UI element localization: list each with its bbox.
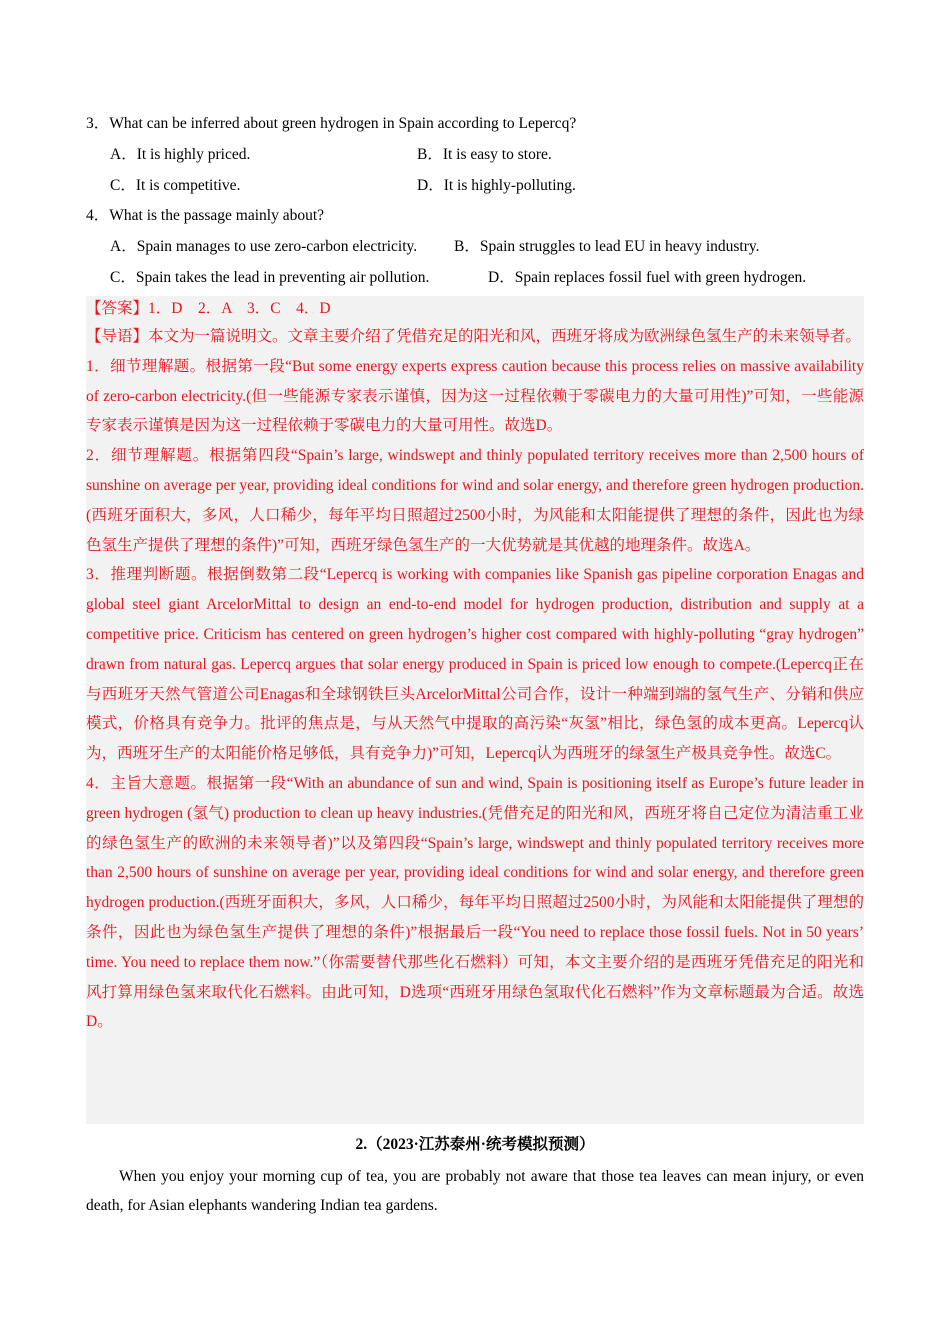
passage-paragraph: When you enjoy your morning cup of tea, you are probably not aware that those tea leaves can mean injury, or even death, for Asian elephants wandering Indian tea gardens.: [86, 1168, 864, 1214]
answer-explanation-box: [86, 296, 864, 1124]
section-title: 2.（2023·江苏泰州·统考模拟预测）: [355, 1136, 595, 1153]
explanation-4: 4．主旨大意题。根据第一段“With an abundance of sun and wind, Spain is positioning itself as Europe’s future leader in green hydrogen (氢气) production to clean up heavy industries.(凭借充足的阳光和风，西班牙将自己定位为清洁重工业的绿色氢生产的欧洲的未来领导者)”以及第四段“Spain’s large, windswept and thinly populated territory receives more than 2,500 hours of sunshine on average per year, providing ideal conditions for wind and solar energy, and therefore green hydrogen production.(西班牙面积大，多风，人口稀少，每年平均日照超过2500小时，为风能和太阳能提供了理想的条件，因此也为绿色氢生产提供了理想的条件)”根据最后一段“You need to replace those fossil fuels. Not in 50 years’ time. You need to replace them now.”（你需要替代那些化石燃料）可知，本文主要介绍的是西班牙凭借充足的阳光和风打算用绿色氢来取代化石燃料。由此可知，D选项“西班牙用绿色氢取代化石燃料”作为文章标题最为合适。故选D。: [86, 774, 864, 1031]
question-3-option-a: A．It is highly priced.: [110, 146, 251, 163]
question-3-option-c: C．It is competitive.: [110, 177, 241, 194]
question-4-option-d: D．Spain replaces fossil fuel with green hydrogen.: [488, 269, 807, 286]
question-3-option-b: B．It is easy to store.: [417, 146, 552, 163]
question-4-option-b: B．Spain struggles to lead EU in heavy industry.: [454, 238, 760, 255]
answer-key: 【答案】1．D 2．A 3．C 4．D: [86, 300, 331, 317]
question-3-option-d: D．It is highly-polluting.: [417, 177, 576, 194]
explanation-2: 2．细节理解题。根据第四段“Spain’s large, windswept and thinly populated territory receives more than 2,500 hours of sunshine on average per year, providing ideal conditions for wind and solar energy, and therefore green hydrogen production.(西班牙面积大，多风，人口稀少，每年平均日照超过2500小时，为风能和太阳能提供了理想的条件，因此也为绿色氢生产提供了理想的条件)”可知，西班牙绿色氢生产的一大优势就是其优越的地理条件。故选A。: [86, 447, 864, 554]
answer-intro: 【导语】本文为一篇说明文。文章主要介绍了凭借充足的阳光和风，西班牙将成为欧洲绿色氢生产的未来领导者。: [86, 328, 862, 345]
question-4-stem: 4．What is the passage mainly about?: [86, 207, 325, 224]
explanation-1: 1．细节理解题。根据第一段“But some energy experts express caution because this process relies on massive availability of zero-carbon electricity.(但一些能源专家表示谨慎，因为这一过程依赖于零碳电力的大量可用性)”可知，一些能源专家表示谨慎是因为这一过程依赖于零碳电力的大量可用性。故选D。: [86, 357, 864, 435]
question-4-option-a: A．Spain manages to use zero-carbon electricity.: [110, 238, 418, 255]
explanation-3: 3．推理判断题。根据倒数第二段“Lepercq is working with companies like Spanish gas pipeline corporation Enagas and global steel giant ArcelorMittal to design an end-to-end model for hydrogen production, distribution and supply at a competitive price. Criticism has centered on green hydrogen’s higher cost compared with highly-polluting “gray hydrogen” drawn from natural gas. Lepercq argues that solar energy produced in Spain is priced low enough to compete.(Lepercq正在与西班牙天然气管道公司Enagas和全球钢铁巨头ArcelorMittal公司合作，设计一种端到端的氢气生产、分销和供应模式，价格具有竞争力。批评的焦点是，与从天然气中提取的高污染“灰氢”相比，绿色氢的成本更高。Lepercq认为，西班牙生产的太阳能价格足够低，具有竞争力)”可知，Lepercq认为西班牙的绿氢生产极具竞争性。故选C。: [86, 566, 864, 763]
question-3-stem: 3．What can be inferred about green hydrogen in Spain according to Lepercq?: [86, 115, 577, 132]
question-4-option-c: C．Spain takes the lead in preventing air pollution.: [110, 269, 430, 286]
